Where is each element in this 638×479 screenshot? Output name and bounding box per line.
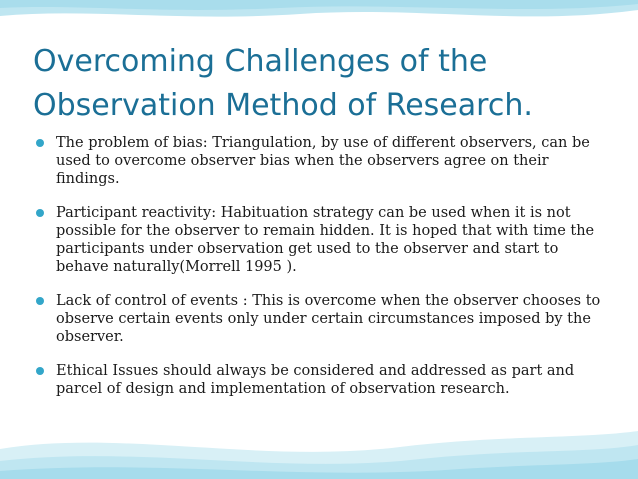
bullet-text: The problem of bias: Triangulation, by use of different observers, can be used to overcome observer bias when the observers agree on their findings. bbox=[56, 135, 590, 187]
bullet-list bbox=[34, 134, 614, 414]
bullet-text: Ethical Issues should always be considered and addressed as part and parcel of design and implementation of observation research. bbox=[56, 363, 575, 397]
bullet-item bbox=[34, 134, 614, 188]
bottom-wave-decoration bbox=[0, 409, 638, 479]
bullet-dot-icon bbox=[36, 367, 44, 375]
bullet-text: Lack of control of events : This is overcome when the observer chooses to observe certain events only under certain circumstances imposed by the observer. bbox=[56, 293, 601, 345]
bullet-item bbox=[34, 204, 614, 276]
bullet-dot-icon bbox=[36, 209, 44, 217]
bullet-dot-icon bbox=[36, 297, 44, 305]
bullet-item bbox=[34, 362, 614, 398]
slide-title: Overcoming Challenges of the Observation Method of Research. bbox=[33, 44, 533, 123]
bullet-text: Participant reactivity: Habituation strategy can be used when it is not possible for the observer to remain hidden. It is hoped that with time the participants under observation get used to the observer and start to behave naturally(Morrell 1995 ). bbox=[56, 205, 595, 275]
top-wave-decoration bbox=[0, 0, 638, 40]
bullet-item bbox=[34, 292, 614, 346]
bullet-dot-icon bbox=[36, 139, 44, 147]
